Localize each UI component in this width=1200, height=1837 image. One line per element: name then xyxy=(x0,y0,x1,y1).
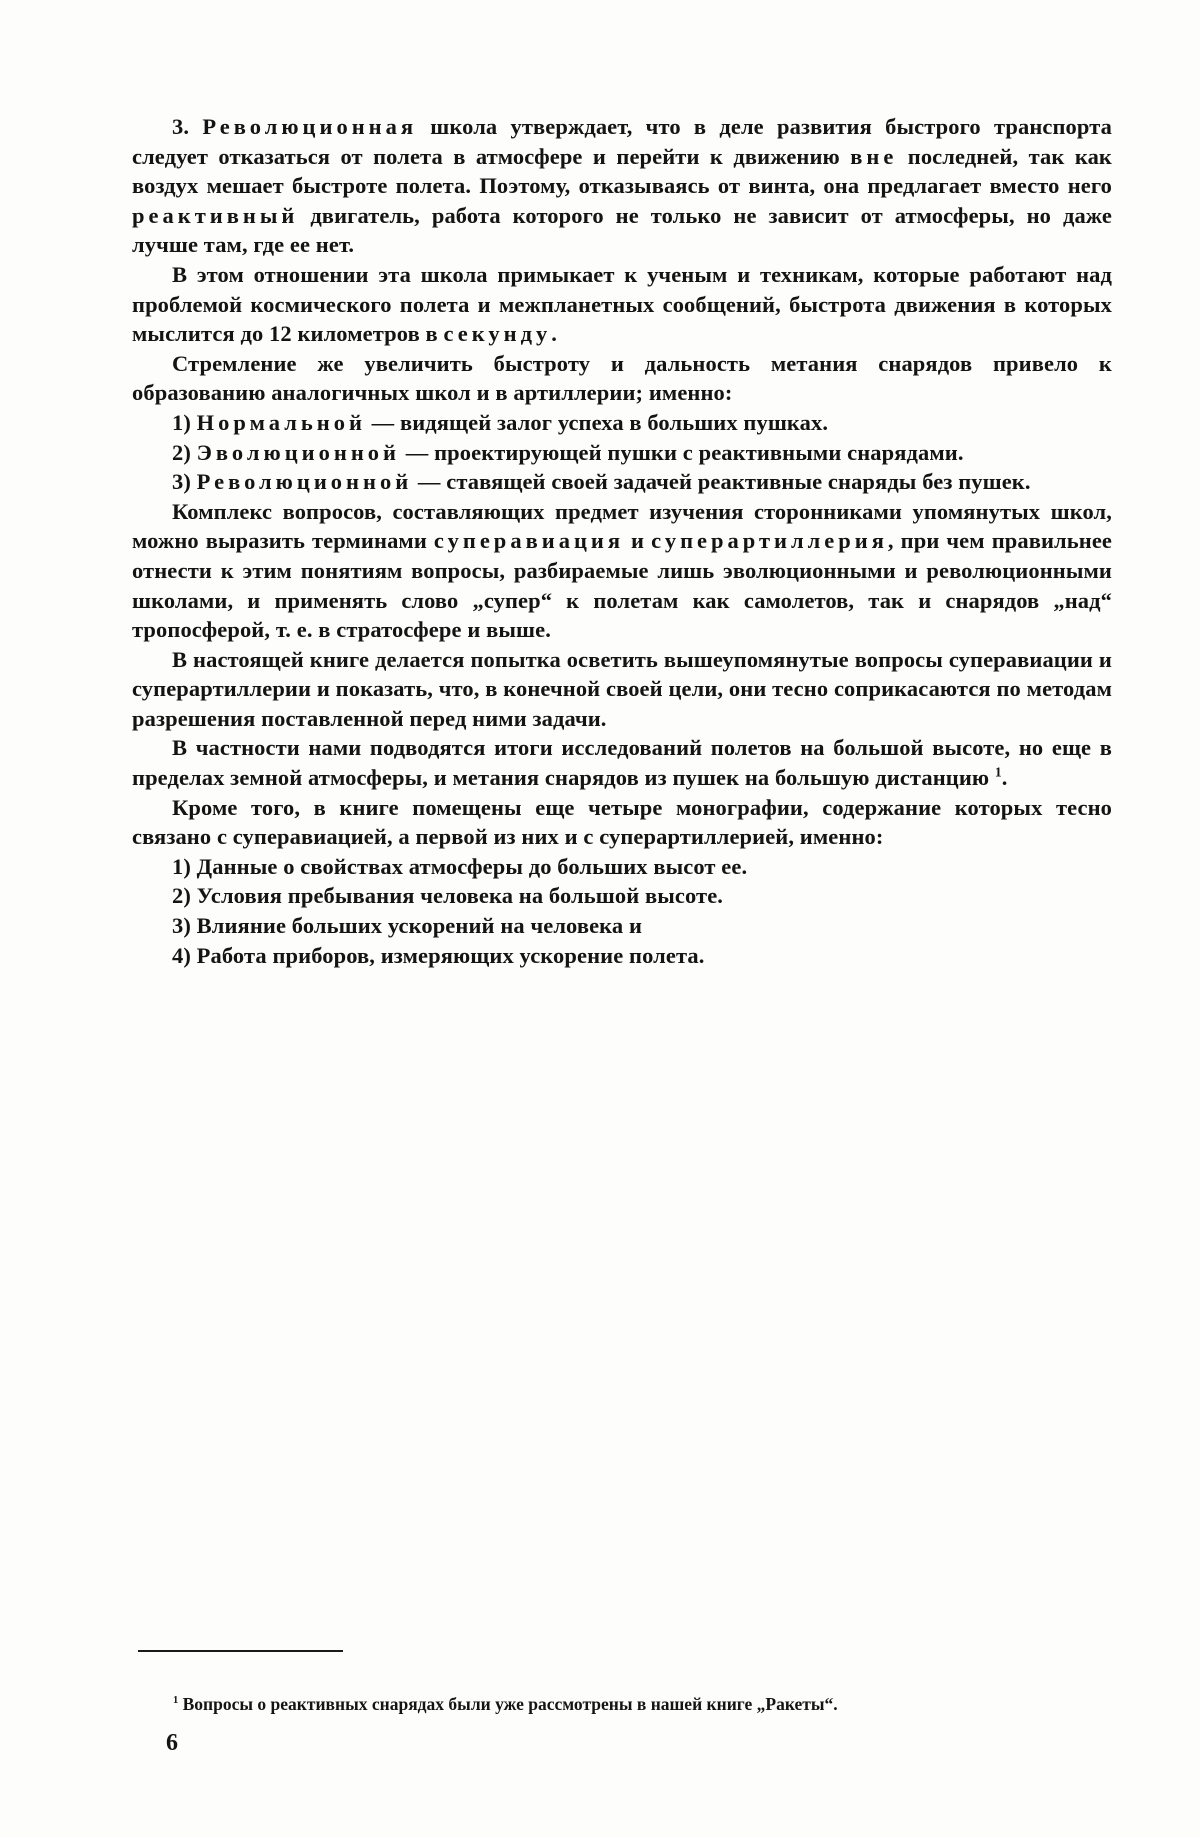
list-item-revolutionary xyxy=(132,467,1112,497)
text-run: В этом отношении эта школа примыкает к ученым и техникам, которые работают над проблемой космического полета и межпланетных сообщений, быстрота движения в которых мыслится до 12 километров в xyxy=(132,261,1112,347)
text-run: и xyxy=(624,528,652,554)
list-item-normal xyxy=(132,408,1112,438)
page-number: 6 xyxy=(166,1730,178,1756)
spaced-term: Революционной xyxy=(196,469,413,495)
text-run: В частности нами подводятся итоги исследований полетов на большой высоте, но еще в пределах земной атмосферы, и метания снарядов из пушек на большую дистанцию xyxy=(132,735,1112,791)
monograph-item: 2) Условия пребывания человека на большой высоте. xyxy=(172,883,724,909)
spaced-term: секунду xyxy=(443,321,552,347)
spaced-term: реактивный xyxy=(132,202,299,228)
text-run: двигатель, работа которого не только не зависит от атмосферы, но даже лучше там, где ее нет. xyxy=(132,202,1112,258)
spaced-term: Революционная xyxy=(202,114,418,139)
text-run: , при чем правильнее отнести к этим понятиям вопросы, разбираемые лишь эволюционными и революционными школами, и применять слово „супер“ к полетам как самолетов, так и снарядов „над“ тропосферой, т. е. в стратосфере и выше. xyxy=(132,528,1112,643)
monograph-item: 4) Работа приборов, измеряющих ускорение полета. xyxy=(172,942,705,968)
paragraph-artillery-schools: Стремление же увеличить быстроту и дальность метания снарядов привело к образованию аналогичных школ и в артиллерии; именно: xyxy=(132,350,1112,406)
spaced-term: Эволюционной xyxy=(196,439,401,465)
text-run: . xyxy=(1001,765,1008,791)
monograph-item: 1) Данные о свойствах атмосферы до больших высот ее. xyxy=(172,853,748,879)
footnote-divider xyxy=(138,1650,343,1652)
paragraph-revolutionary-school xyxy=(132,112,1112,260)
list-item-evolutionary xyxy=(132,438,1112,468)
text-run: 3) xyxy=(172,469,197,495)
text-run: 1) xyxy=(172,409,197,435)
text-run: — ставящей своей задачей реактивные снаряды без пушек. xyxy=(412,469,1031,495)
footnote-reference[interactable]: 1 xyxy=(994,764,1002,780)
footnote-marker: 1 xyxy=(173,1695,179,1707)
paragraph-cosmic-flight xyxy=(132,260,1112,349)
text-run: школа утверждает, что в деле развития быстрого транспорта следует отказаться от полета в атмосфере и перейти к движению xyxy=(132,114,1112,169)
text-run: 3. xyxy=(172,114,203,139)
main-text xyxy=(132,112,1112,970)
text-run: Комплекс вопросов, составляющих предмет изучения сторонниками упомянутых школ, можно выразить терминами xyxy=(132,498,1112,554)
monograph-item: 3) Влияние больших ускорений на человека и xyxy=(172,913,643,939)
footnote-text: Вопросы о реактивных снарядах были уже рассмотрены в нашей книге „Ракеты“. xyxy=(182,1694,838,1714)
paragraph-book-aim: В настоящей книге делается попытка осветить вышеупомянутые вопросы суперавиации и суперартиллерии и показать, что, в конечной своей цели, они тесно соприкасаются по методам разрешения поставленной перед ними задачи. xyxy=(132,646,1112,731)
text-run: последней, так как воздух мешает быстроте полета. Поэтому, отказываясь от винта, она предлагает вместо него xyxy=(132,143,1112,199)
spaced-term: суперавиация xyxy=(433,528,625,554)
text-run: — проектирующей пушки с реактивными снарядами. xyxy=(400,439,964,465)
spaced-term: вне xyxy=(850,143,898,169)
paragraph-monographs: Кроме того, в книге помещены еще четыре монографии, содержание которых тесно связано с суперавиацией, а первой из них и с суперартиллерией, именно: xyxy=(132,794,1112,850)
footnote xyxy=(173,1693,1113,1715)
spaced-term: Нормальной xyxy=(196,409,366,435)
text-run: — видящей залог успеха в больших пушках. xyxy=(365,409,829,435)
paragraph-summary xyxy=(132,733,1112,792)
text-run: 2) xyxy=(172,439,197,465)
spaced-term: суперартиллерия xyxy=(651,528,888,554)
paragraph-super-terms xyxy=(132,497,1112,645)
text-run: . xyxy=(551,321,558,347)
